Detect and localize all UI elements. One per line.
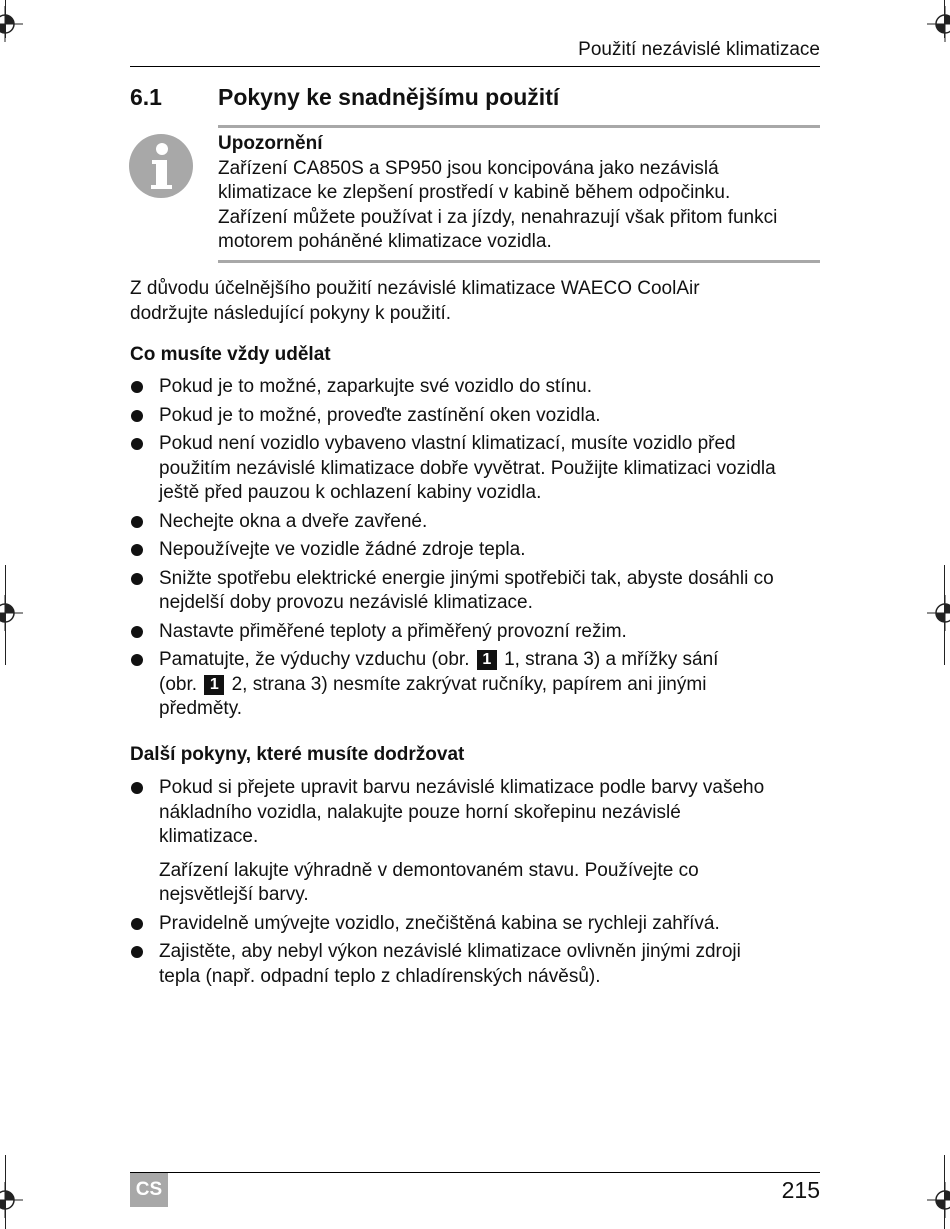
list-item <box>130 912 820 937</box>
list-item-line <box>159 648 820 673</box>
registration-mark-icon <box>925 1180 950 1220</box>
list-item-line: použitím nezávislé klimatizace dobře vyvětrat. Použijte klimatizaci vozidla <box>159 457 776 479</box>
bullet-icon <box>131 544 143 556</box>
intro-paragraph <box>130 277 820 326</box>
registration-mark-icon <box>0 1180 25 1220</box>
footer-rule <box>130 1172 820 1173</box>
bullet-icon <box>131 516 143 528</box>
list-item-line: klimatizace. <box>159 826 259 847</box>
must-do-heading: Co musíte vždy udělat <box>130 344 331 365</box>
registration-mark-icon <box>0 4 25 44</box>
list-item-line: Zařízení lakujte výhradně v demontovaném stavu. Používejte co <box>159 859 699 881</box>
registration-mark-icon <box>925 593 950 633</box>
bullet-icon <box>131 782 143 794</box>
other-instructions-list <box>130 776 820 993</box>
list-item-line: předměty. <box>159 698 243 719</box>
text-fragment: 2, strana 3) nesmíte zakrývat ručníky, papírem ani jinými <box>231 673 707 695</box>
list-item <box>130 620 820 645</box>
text-fragment: Pamatujte, že výduchy vzduchu (obr. <box>159 649 470 670</box>
list-item-line: Pokud si přejete upravit barvu nezávislé klimatizace podle barvy vašeho <box>159 777 765 798</box>
text-fragment: 1, strana 3) a mřížky sání <box>504 649 719 670</box>
bullet-icon <box>131 573 143 585</box>
list-item-text: Pokud je to možné, proveďte zastínění oken vozidla. <box>159 404 601 426</box>
note-box <box>218 132 820 255</box>
registration-mark-icon <box>0 593 25 633</box>
note-heading: Upozornění <box>218 133 323 154</box>
bullet-icon <box>131 946 143 958</box>
info-icon <box>128 133 194 199</box>
list-item-line: Zajistěte, aby nebyl výkon nezávislé klimatizace ovlivněn jinými zdroji <box>159 941 741 962</box>
figure-reference-badge: 1 <box>204 675 224 695</box>
list-item-subparagraph <box>159 859 820 908</box>
intro-line: Z důvodu účelnějšího použití nezávislé klimatizace WAECO CoolAir <box>130 278 700 299</box>
bullet-icon <box>131 438 143 450</box>
must-do-list <box>130 375 820 726</box>
list-item-text: Nastavte přiměřené teploty a přiměřený provozní režim. <box>159 620 627 642</box>
page-number: 215 <box>781 1177 820 1203</box>
running-header: Použití nezávislé klimatizace <box>578 39 820 60</box>
list-item <box>130 940 820 989</box>
intro-line: dodržujte následující pokyny k použití. <box>130 302 452 324</box>
list-item <box>130 432 820 506</box>
list-item-line: nejdelší doby provozu nezávislé klimatizace. <box>159 592 533 613</box>
bullet-icon <box>131 654 143 666</box>
bullet-icon <box>131 626 143 638</box>
list-item-line: ještě před pauzou k ochlazení kabiny vozidla. <box>159 482 542 503</box>
list-item-text: Pravidelně umývejte vozidlo, znečištěná kabina se rychleji zahřívá. <box>159 912 720 934</box>
list-item-line: nejsvětlejší barvy. <box>159 884 309 905</box>
registration-mark-icon <box>925 4 950 44</box>
bullet-icon <box>131 381 143 393</box>
note-line: Zařízení můžete používat i za jízdy, nenahrazují však přitom funkci <box>218 206 778 228</box>
list-item-line <box>159 673 820 698</box>
other-instructions-heading: Další pokyny, které musíte dodržovat <box>130 744 465 765</box>
note-top-rule <box>218 125 820 128</box>
bullet-icon <box>131 918 143 930</box>
section-title: Pokyny ke snadnějšímu použití <box>218 84 560 110</box>
note-line: motorem poháněné klimatizace vozidla. <box>218 231 552 252</box>
list-item-text: Nechejte okna a dveře zavřené. <box>159 510 428 532</box>
list-item <box>130 648 820 722</box>
list-item-line: Pokud není vozidlo vybaveno vlastní klimatizací, musíte vozidlo před <box>159 433 736 454</box>
text-fragment: (obr. <box>159 673 198 695</box>
list-item-line: tepla (např. odpadní teplo z chladírenských návěsů). <box>159 965 601 987</box>
list-item <box>130 776 820 908</box>
note-bottom-rule <box>218 260 820 263</box>
figure-reference-badge: 1 <box>477 650 497 670</box>
list-item <box>130 404 820 429</box>
list-item <box>130 510 820 535</box>
list-item <box>130 538 820 563</box>
list-item-line: Snižte spotřebu elektrické energie jinými spotřebiči tak, abyste dosáhli co <box>159 567 774 589</box>
section-number: 6.1 <box>130 84 162 110</box>
header-rule <box>130 66 820 67</box>
bullet-icon <box>131 410 143 422</box>
list-item-line: nákladního vozidla, nalakujte pouze horní skořepinu nezávislé <box>159 801 681 823</box>
language-tab: CS <box>130 1173 168 1207</box>
note-line: klimatizace ke zlepšení prostředí v kabině během odpočinku. <box>218 182 731 203</box>
list-item-text: Nepoužívejte ve vozidle žádné zdroje tepla. <box>159 539 526 560</box>
list-item-text: Pokud je to možné, zaparkujte své vozidlo do stínu. <box>159 376 593 397</box>
note-line: Zařízení CA850S a SP950 jsou koncipována jako nezávislá <box>218 157 719 179</box>
list-item <box>130 375 820 400</box>
list-item <box>130 567 820 616</box>
